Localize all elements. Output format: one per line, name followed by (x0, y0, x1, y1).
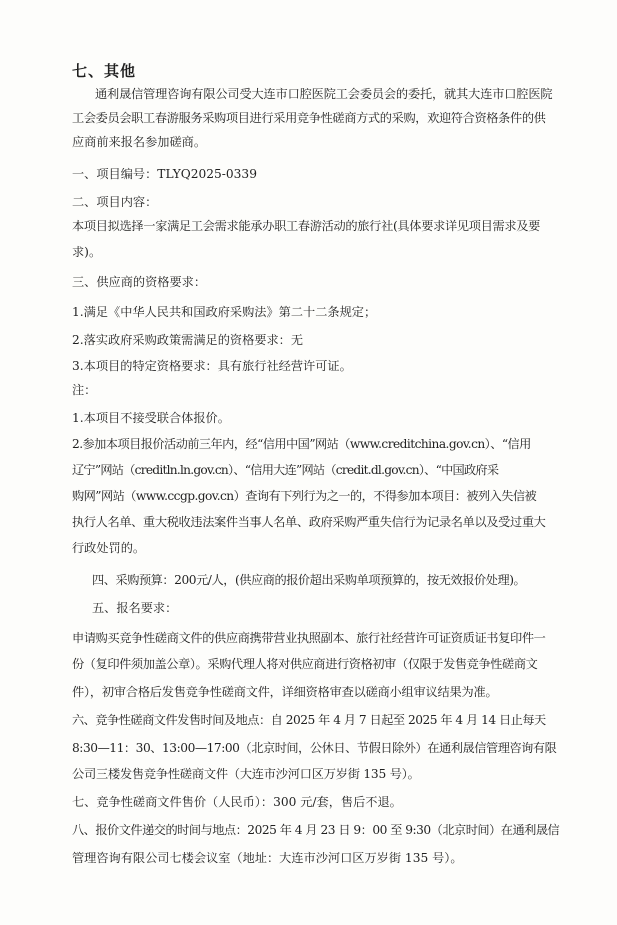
qualification-heading: 三、供应商的资格要求： (72, 275, 207, 289)
note-line: 辽宁”网站（creditln.ln.gov.cn）、“信用大连”网站（credit.dl.gov.cn）、“中国政府采 (72, 463, 499, 477)
content-heading: 二、项目内容： (72, 195, 158, 209)
submission-line: 八、报价文件递交的时间与地点：2025 年 4 月 23 日 9：00 至 9:30（北京时间）在通利晟信 (72, 823, 560, 837)
budget-line: 四、采购预算：200元/人，(供应商的报价超出采购单项预算的，按无效报价处理)。 (92, 573, 526, 587)
intro-line: 通利晟信管理咨询有限公司受大连市口腔医院工会委员会的委托，就其大连市口腔医院 (95, 87, 553, 101)
note-line: 行政处罚的。 (72, 541, 146, 555)
note-item: 1.本项目不接受联合体报价。 (72, 411, 230, 425)
section-title: 七、其他 (72, 62, 137, 80)
issue-line: 公司三楼发售竞争性磋商文件（大连市沙河口区万岁街 135 号）。 (72, 767, 420, 781)
signup-line: 份（复印件须加盖公章）。采购代理人将对供应商进行资格初审（仅限于发售竞争性磋商文 (72, 657, 538, 671)
qualification-item: 2.落实政府采购政策需满足的资格要求：无 (72, 333, 304, 347)
signup-line: 件），初审合格后发售竞争性磋商文件，详细资格审查以磋商小组审议结果为准。 (72, 685, 498, 699)
issue-line: 六、竞争性磋商文件发售时间及地点：自 2025 年 4 月 7 日起至 2025 年 4 月 14 日止每天 (72, 713, 546, 727)
note-line: 购网”网站（www.ccgp.gov.cn）查询有下列行为之一的，不得参加本项目：被列入失信被 (72, 489, 537, 503)
submission-line: 管理咨询有限公司七楼会议室（地址：大连市沙河口区万岁街 135 号）。 (72, 851, 463, 865)
content-line: 求)。 (72, 245, 102, 259)
issue-line: 8:30—11：30、13:00—17:00（北京时间，公休日、节假日除外）在通利晟信管理咨询有限 (72, 741, 557, 755)
signup-line: 申请购买竞争性磋商文件的供应商携带营业执照副本、旅行社经营许可证资质证书复印件一 (72, 631, 546, 645)
intro-line: 应商前来报名参加磋商。 (72, 135, 207, 149)
qualification-item: 1.满足《中华人民共和国政府采购法》第二十二条规定； (72, 305, 377, 319)
note-label: 注： (72, 383, 97, 397)
price-line: 七、竞争性磋商文件售价（人民币）：300 元/套，售后不退。 (72, 795, 402, 809)
content-line: 本项目拟选择一家满足工会需求能承办职工春游活动的旅行社(具体要求详见项目需求及要 (72, 219, 541, 233)
signup-heading: 五、报名要求： (92, 601, 178, 615)
note-line: 执行人名单、重大税收违法案件当事人名单、政府采购严重失信行为记录名单以及受过重大 (72, 515, 546, 529)
note-line: 2.参加本项目报价活动前三年内，经“信用中国”网站（www.creditchina.gov.cn）、“信用 (72, 437, 531, 451)
qualification-item: 3.本项目的特定资格要求：具有旅行社经营许可证。 (72, 359, 352, 373)
intro-line: 工会委员会职工春游服务采购项目进行采用竞争性磋商方式的采购，欢迎符合资格条件的供 (72, 111, 546, 125)
project-number: 一、项目编号：TLYQ2025-0339 (72, 167, 257, 181)
